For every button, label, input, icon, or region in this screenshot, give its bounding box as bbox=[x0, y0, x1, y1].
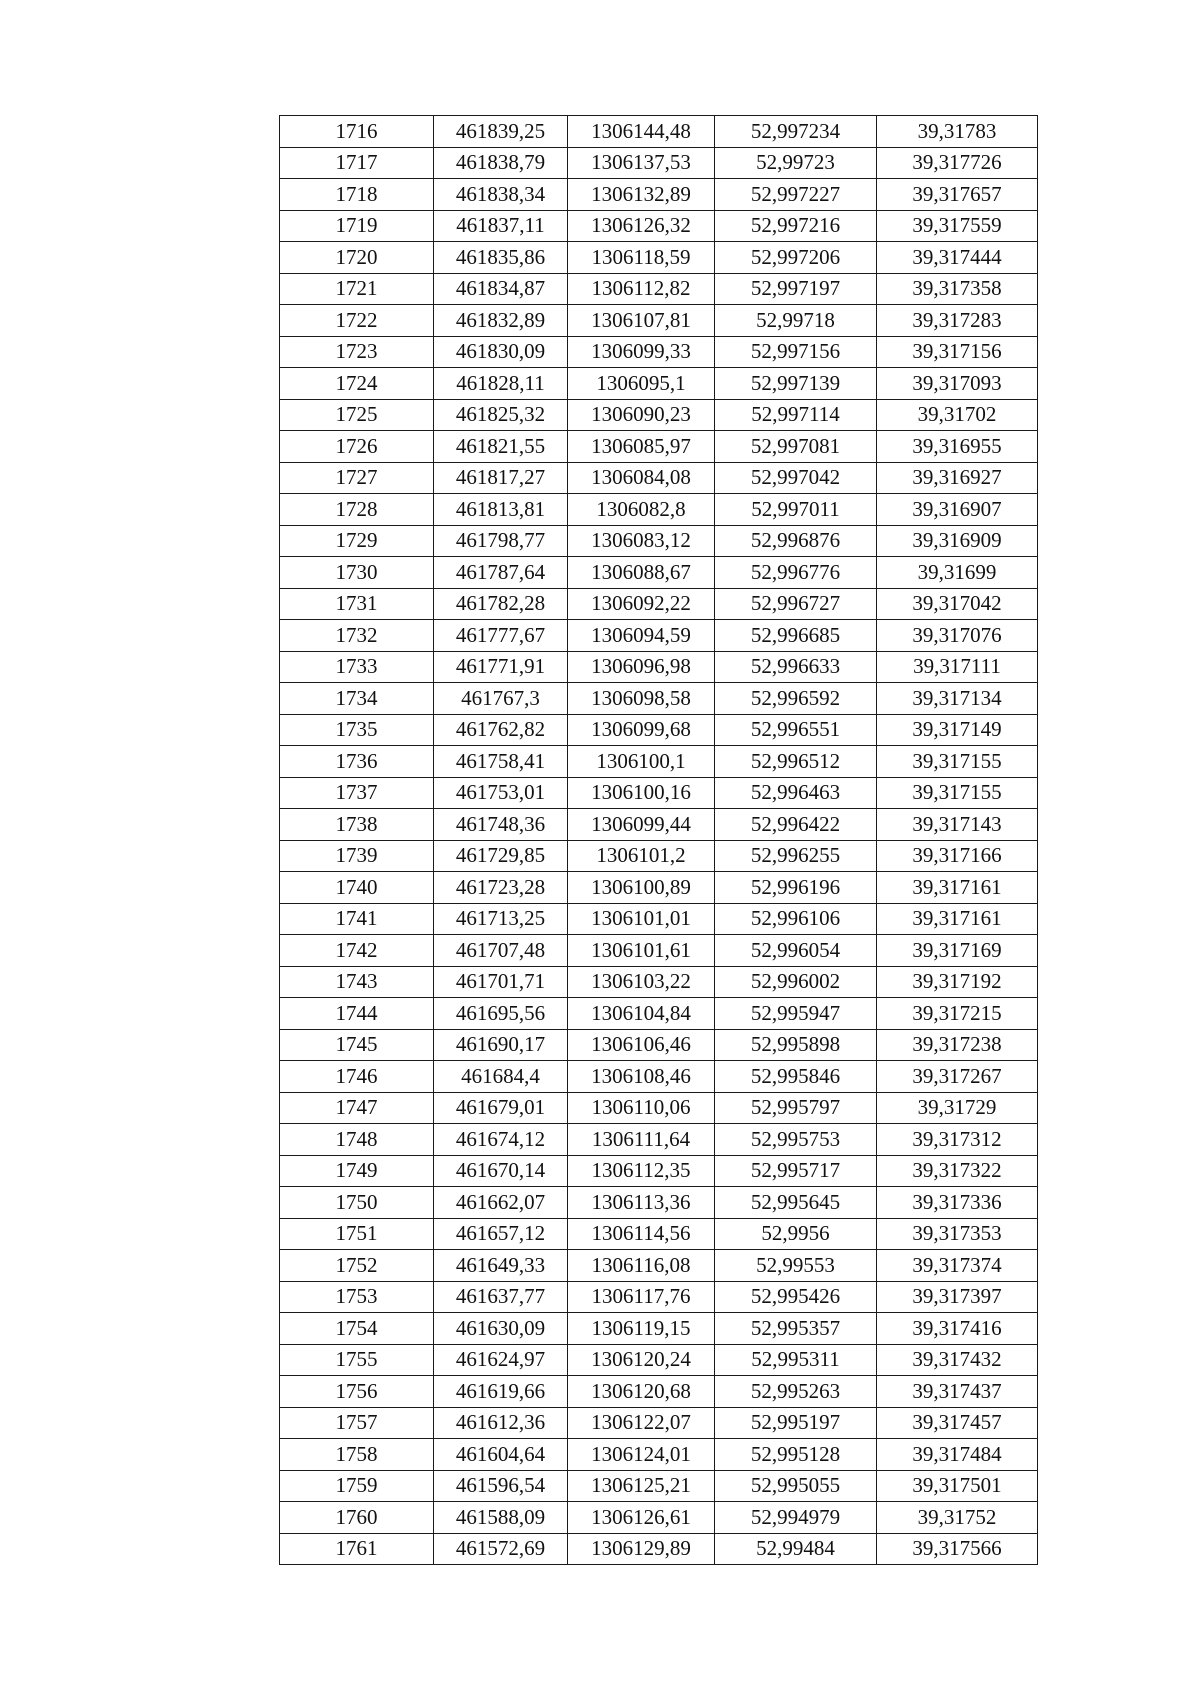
longitude-cell: 39,31729 bbox=[877, 1092, 1038, 1124]
table-row bbox=[280, 494, 1038, 526]
longitude-cell: 39,317192 bbox=[877, 966, 1038, 998]
table-row bbox=[280, 1124, 1038, 1156]
longitude-cell: 39,317042 bbox=[877, 588, 1038, 620]
longitude-cell: 39,317169 bbox=[877, 935, 1038, 967]
x-coordinate-cell: 461624,97 bbox=[434, 1344, 568, 1376]
longitude-cell: 39,317161 bbox=[877, 872, 1038, 904]
table-row bbox=[280, 1376, 1038, 1408]
table-row bbox=[280, 399, 1038, 431]
point-number-cell: 1719 bbox=[280, 210, 434, 242]
y-coordinate-cell: 1306092,22 bbox=[568, 588, 715, 620]
y-coordinate-cell: 1306108,46 bbox=[568, 1061, 715, 1093]
point-number-cell: 1753 bbox=[280, 1281, 434, 1313]
point-number-cell: 1748 bbox=[280, 1124, 434, 1156]
table-row bbox=[280, 714, 1038, 746]
x-coordinate-cell: 461690,17 bbox=[434, 1029, 568, 1061]
x-coordinate-cell: 461821,55 bbox=[434, 431, 568, 463]
table-row bbox=[280, 1439, 1038, 1471]
x-coordinate-cell: 461723,28 bbox=[434, 872, 568, 904]
longitude-cell: 39,317215 bbox=[877, 998, 1038, 1030]
latitude-cell: 52,996876 bbox=[715, 525, 877, 557]
latitude-cell: 52,996106 bbox=[715, 903, 877, 935]
x-coordinate-cell: 461684,4 bbox=[434, 1061, 568, 1093]
latitude-cell: 52,996196 bbox=[715, 872, 877, 904]
x-coordinate-cell: 461674,12 bbox=[434, 1124, 568, 1156]
longitude-cell: 39,316909 bbox=[877, 525, 1038, 557]
x-coordinate-cell: 461662,07 bbox=[434, 1187, 568, 1219]
longitude-cell: 39,316927 bbox=[877, 462, 1038, 494]
point-number-cell: 1742 bbox=[280, 935, 434, 967]
longitude-cell: 39,317374 bbox=[877, 1250, 1038, 1282]
table-row bbox=[280, 1029, 1038, 1061]
point-number-cell: 1726 bbox=[280, 431, 434, 463]
longitude-cell: 39,317322 bbox=[877, 1155, 1038, 1187]
longitude-cell: 39,316955 bbox=[877, 431, 1038, 463]
longitude-cell: 39,31752 bbox=[877, 1502, 1038, 1534]
latitude-cell: 52,995797 bbox=[715, 1092, 877, 1124]
x-coordinate-cell: 461637,77 bbox=[434, 1281, 568, 1313]
x-coordinate-cell: 461837,11 bbox=[434, 210, 568, 242]
x-coordinate-cell: 461758,41 bbox=[434, 746, 568, 778]
point-number-cell: 1736 bbox=[280, 746, 434, 778]
y-coordinate-cell: 1306082,8 bbox=[568, 494, 715, 526]
table-row bbox=[280, 1533, 1038, 1565]
point-number-cell: 1745 bbox=[280, 1029, 434, 1061]
y-coordinate-cell: 1306084,08 bbox=[568, 462, 715, 494]
latitude-cell: 52,996422 bbox=[715, 809, 877, 841]
table-row bbox=[280, 273, 1038, 305]
y-coordinate-cell: 1306083,12 bbox=[568, 525, 715, 557]
y-coordinate-cell: 1306113,36 bbox=[568, 1187, 715, 1219]
latitude-cell: 52,996054 bbox=[715, 935, 877, 967]
latitude-cell: 52,99484 bbox=[715, 1533, 877, 1565]
y-coordinate-cell: 1306110,06 bbox=[568, 1092, 715, 1124]
x-coordinate-cell: 461762,82 bbox=[434, 714, 568, 746]
latitude-cell: 52,995311 bbox=[715, 1344, 877, 1376]
table-row bbox=[280, 588, 1038, 620]
latitude-cell: 52,997042 bbox=[715, 462, 877, 494]
table-row bbox=[280, 336, 1038, 368]
latitude-cell: 52,99723 bbox=[715, 147, 877, 179]
x-coordinate-cell: 461612,36 bbox=[434, 1407, 568, 1439]
table-row bbox=[280, 903, 1038, 935]
table-row bbox=[280, 840, 1038, 872]
y-coordinate-cell: 1306125,21 bbox=[568, 1470, 715, 1502]
y-coordinate-cell: 1306095,1 bbox=[568, 368, 715, 400]
latitude-cell: 52,996512 bbox=[715, 746, 877, 778]
latitude-cell: 52,997227 bbox=[715, 179, 877, 211]
longitude-cell: 39,317093 bbox=[877, 368, 1038, 400]
y-coordinate-cell: 1306100,1 bbox=[568, 746, 715, 778]
longitude-cell: 39,317166 bbox=[877, 840, 1038, 872]
point-number-cell: 1735 bbox=[280, 714, 434, 746]
longitude-cell: 39,317657 bbox=[877, 179, 1038, 211]
latitude-cell: 52,995645 bbox=[715, 1187, 877, 1219]
table-row bbox=[280, 462, 1038, 494]
y-coordinate-cell: 1306098,58 bbox=[568, 683, 715, 715]
latitude-cell: 52,994979 bbox=[715, 1502, 877, 1534]
latitude-cell: 52,995263 bbox=[715, 1376, 877, 1408]
x-coordinate-cell: 461657,12 bbox=[434, 1218, 568, 1250]
table-row bbox=[280, 368, 1038, 400]
point-number-cell: 1720 bbox=[280, 242, 434, 274]
x-coordinate-cell: 461748,36 bbox=[434, 809, 568, 841]
point-number-cell: 1760 bbox=[280, 1502, 434, 1534]
coordinates-table-body bbox=[280, 116, 1038, 1565]
table-row bbox=[280, 1218, 1038, 1250]
table-row bbox=[280, 809, 1038, 841]
y-coordinate-cell: 1306124,01 bbox=[568, 1439, 715, 1471]
longitude-cell: 39,317076 bbox=[877, 620, 1038, 652]
table-row bbox=[280, 1250, 1038, 1282]
longitude-cell: 39,316907 bbox=[877, 494, 1038, 526]
longitude-cell: 39,31783 bbox=[877, 116, 1038, 148]
longitude-cell: 39,317444 bbox=[877, 242, 1038, 274]
y-coordinate-cell: 1306120,24 bbox=[568, 1344, 715, 1376]
y-coordinate-cell: 1306099,33 bbox=[568, 336, 715, 368]
table-row bbox=[280, 557, 1038, 589]
y-coordinate-cell: 1306085,97 bbox=[568, 431, 715, 463]
table-row bbox=[280, 1344, 1038, 1376]
point-number-cell: 1717 bbox=[280, 147, 434, 179]
point-number-cell: 1733 bbox=[280, 651, 434, 683]
x-coordinate-cell: 461619,66 bbox=[434, 1376, 568, 1408]
point-number-cell: 1761 bbox=[280, 1533, 434, 1565]
latitude-cell: 52,996776 bbox=[715, 557, 877, 589]
point-number-cell: 1756 bbox=[280, 1376, 434, 1408]
latitude-cell: 52,997206 bbox=[715, 242, 877, 274]
y-coordinate-cell: 1306099,44 bbox=[568, 809, 715, 841]
latitude-cell: 52,996255 bbox=[715, 840, 877, 872]
y-coordinate-cell: 1306096,98 bbox=[568, 651, 715, 683]
x-coordinate-cell: 461767,3 bbox=[434, 683, 568, 715]
table-row bbox=[280, 683, 1038, 715]
latitude-cell: 52,995753 bbox=[715, 1124, 877, 1156]
longitude-cell: 39,317457 bbox=[877, 1407, 1038, 1439]
latitude-cell: 52,995128 bbox=[715, 1439, 877, 1471]
longitude-cell: 39,31702 bbox=[877, 399, 1038, 431]
longitude-cell: 39,317283 bbox=[877, 305, 1038, 337]
x-coordinate-cell: 461695,56 bbox=[434, 998, 568, 1030]
x-coordinate-cell: 461782,28 bbox=[434, 588, 568, 620]
point-number-cell: 1723 bbox=[280, 336, 434, 368]
x-coordinate-cell: 461817,27 bbox=[434, 462, 568, 494]
longitude-cell: 39,317432 bbox=[877, 1344, 1038, 1376]
point-number-cell: 1759 bbox=[280, 1470, 434, 1502]
x-coordinate-cell: 461839,25 bbox=[434, 116, 568, 148]
point-number-cell: 1725 bbox=[280, 399, 434, 431]
x-coordinate-cell: 461798,77 bbox=[434, 525, 568, 557]
latitude-cell: 52,995898 bbox=[715, 1029, 877, 1061]
latitude-cell: 52,995846 bbox=[715, 1061, 877, 1093]
point-number-cell: 1741 bbox=[280, 903, 434, 935]
point-number-cell: 1758 bbox=[280, 1439, 434, 1471]
y-coordinate-cell: 1306101,61 bbox=[568, 935, 715, 967]
latitude-cell: 52,996551 bbox=[715, 714, 877, 746]
y-coordinate-cell: 1306119,15 bbox=[568, 1313, 715, 1345]
y-coordinate-cell: 1306129,89 bbox=[568, 1533, 715, 1565]
x-coordinate-cell: 461596,54 bbox=[434, 1470, 568, 1502]
x-coordinate-cell: 461787,64 bbox=[434, 557, 568, 589]
longitude-cell: 39,317149 bbox=[877, 714, 1038, 746]
y-coordinate-cell: 1306112,82 bbox=[568, 273, 715, 305]
table-row bbox=[280, 431, 1038, 463]
latitude-cell: 52,996592 bbox=[715, 683, 877, 715]
longitude-cell: 39,317336 bbox=[877, 1187, 1038, 1219]
table-row bbox=[280, 1407, 1038, 1439]
point-number-cell: 1727 bbox=[280, 462, 434, 494]
x-coordinate-cell: 461828,11 bbox=[434, 368, 568, 400]
longitude-cell: 39,317155 bbox=[877, 777, 1038, 809]
longitude-cell: 39,317143 bbox=[877, 809, 1038, 841]
x-coordinate-cell: 461771,91 bbox=[434, 651, 568, 683]
point-number-cell: 1728 bbox=[280, 494, 434, 526]
x-coordinate-cell: 461835,86 bbox=[434, 242, 568, 274]
y-coordinate-cell: 1306088,67 bbox=[568, 557, 715, 589]
latitude-cell: 52,995055 bbox=[715, 1470, 877, 1502]
latitude-cell: 52,997156 bbox=[715, 336, 877, 368]
point-number-cell: 1755 bbox=[280, 1344, 434, 1376]
y-coordinate-cell: 1306103,22 bbox=[568, 966, 715, 998]
point-number-cell: 1722 bbox=[280, 305, 434, 337]
latitude-cell: 52,997114 bbox=[715, 399, 877, 431]
table-row bbox=[280, 179, 1038, 211]
x-coordinate-cell: 461713,25 bbox=[434, 903, 568, 935]
point-number-cell: 1724 bbox=[280, 368, 434, 400]
x-coordinate-cell: 461838,34 bbox=[434, 179, 568, 211]
point-number-cell: 1749 bbox=[280, 1155, 434, 1187]
y-coordinate-cell: 1306118,59 bbox=[568, 242, 715, 274]
latitude-cell: 52,997139 bbox=[715, 368, 877, 400]
longitude-cell: 39,317437 bbox=[877, 1376, 1038, 1408]
y-coordinate-cell: 1306100,89 bbox=[568, 872, 715, 904]
y-coordinate-cell: 1306117,76 bbox=[568, 1281, 715, 1313]
latitude-cell: 52,995717 bbox=[715, 1155, 877, 1187]
x-coordinate-cell: 461604,64 bbox=[434, 1439, 568, 1471]
x-coordinate-cell: 461832,89 bbox=[434, 305, 568, 337]
y-coordinate-cell: 1306126,32 bbox=[568, 210, 715, 242]
table-row bbox=[280, 1155, 1038, 1187]
table-row bbox=[280, 651, 1038, 683]
point-number-cell: 1750 bbox=[280, 1187, 434, 1219]
x-coordinate-cell: 461834,87 bbox=[434, 273, 568, 305]
longitude-cell: 39,317238 bbox=[877, 1029, 1038, 1061]
longitude-cell: 39,317111 bbox=[877, 651, 1038, 683]
x-coordinate-cell: 461813,81 bbox=[434, 494, 568, 526]
y-coordinate-cell: 1306114,56 bbox=[568, 1218, 715, 1250]
y-coordinate-cell: 1306101,01 bbox=[568, 903, 715, 935]
x-coordinate-cell: 461649,33 bbox=[434, 1250, 568, 1282]
y-coordinate-cell: 1306094,59 bbox=[568, 620, 715, 652]
latitude-cell: 52,995426 bbox=[715, 1281, 877, 1313]
x-coordinate-cell: 461777,67 bbox=[434, 620, 568, 652]
point-number-cell: 1721 bbox=[280, 273, 434, 305]
x-coordinate-cell: 461753,01 bbox=[434, 777, 568, 809]
table-row bbox=[280, 966, 1038, 998]
table-row bbox=[280, 998, 1038, 1030]
point-number-cell: 1718 bbox=[280, 179, 434, 211]
point-number-cell: 1739 bbox=[280, 840, 434, 872]
y-coordinate-cell: 1306137,53 bbox=[568, 147, 715, 179]
x-coordinate-cell: 461588,09 bbox=[434, 1502, 568, 1534]
point-number-cell: 1737 bbox=[280, 777, 434, 809]
y-coordinate-cell: 1306122,07 bbox=[568, 1407, 715, 1439]
table-row bbox=[280, 935, 1038, 967]
y-coordinate-cell: 1306101,2 bbox=[568, 840, 715, 872]
point-number-cell: 1716 bbox=[280, 116, 434, 148]
point-number-cell: 1740 bbox=[280, 872, 434, 904]
longitude-cell: 39,317155 bbox=[877, 746, 1038, 778]
latitude-cell: 52,996633 bbox=[715, 651, 877, 683]
latitude-cell: 52,997011 bbox=[715, 494, 877, 526]
longitude-cell: 39,317501 bbox=[877, 1470, 1038, 1502]
longitude-cell: 39,317156 bbox=[877, 336, 1038, 368]
y-coordinate-cell: 1306120,68 bbox=[568, 1376, 715, 1408]
table-row bbox=[280, 1281, 1038, 1313]
latitude-cell: 52,995947 bbox=[715, 998, 877, 1030]
longitude-cell: 39,317726 bbox=[877, 147, 1038, 179]
x-coordinate-cell: 461572,69 bbox=[434, 1533, 568, 1565]
y-coordinate-cell: 1306104,84 bbox=[568, 998, 715, 1030]
table-row bbox=[280, 1061, 1038, 1093]
latitude-cell: 52,99718 bbox=[715, 305, 877, 337]
y-coordinate-cell: 1306132,89 bbox=[568, 179, 715, 211]
table-row bbox=[280, 777, 1038, 809]
point-number-cell: 1754 bbox=[280, 1313, 434, 1345]
table-row bbox=[280, 1313, 1038, 1345]
x-coordinate-cell: 461830,09 bbox=[434, 336, 568, 368]
point-number-cell: 1731 bbox=[280, 588, 434, 620]
table-row bbox=[280, 242, 1038, 274]
longitude-cell: 39,317484 bbox=[877, 1439, 1038, 1471]
y-coordinate-cell: 1306144,48 bbox=[568, 116, 715, 148]
longitude-cell: 39,317353 bbox=[877, 1218, 1038, 1250]
point-number-cell: 1744 bbox=[280, 998, 434, 1030]
table-row bbox=[280, 620, 1038, 652]
y-coordinate-cell: 1306116,08 bbox=[568, 1250, 715, 1282]
point-number-cell: 1757 bbox=[280, 1407, 434, 1439]
longitude-cell: 39,317358 bbox=[877, 273, 1038, 305]
latitude-cell: 52,996002 bbox=[715, 966, 877, 998]
table-row bbox=[280, 1470, 1038, 1502]
table-row bbox=[280, 1092, 1038, 1124]
latitude-cell: 52,997197 bbox=[715, 273, 877, 305]
point-number-cell: 1738 bbox=[280, 809, 434, 841]
x-coordinate-cell: 461701,71 bbox=[434, 966, 568, 998]
table-row bbox=[280, 147, 1038, 179]
table-row bbox=[280, 525, 1038, 557]
latitude-cell: 52,99553 bbox=[715, 1250, 877, 1282]
table-row bbox=[280, 116, 1038, 148]
latitude-cell: 52,996463 bbox=[715, 777, 877, 809]
x-coordinate-cell: 461630,09 bbox=[434, 1313, 568, 1345]
latitude-cell: 52,995197 bbox=[715, 1407, 877, 1439]
y-coordinate-cell: 1306111,64 bbox=[568, 1124, 715, 1156]
x-coordinate-cell: 461670,14 bbox=[434, 1155, 568, 1187]
latitude-cell: 52,9956 bbox=[715, 1218, 877, 1250]
point-number-cell: 1746 bbox=[280, 1061, 434, 1093]
longitude-cell: 39,31699 bbox=[877, 557, 1038, 589]
point-number-cell: 1747 bbox=[280, 1092, 434, 1124]
x-coordinate-cell: 461825,32 bbox=[434, 399, 568, 431]
x-coordinate-cell: 461707,48 bbox=[434, 935, 568, 967]
x-coordinate-cell: 461838,79 bbox=[434, 147, 568, 179]
point-number-cell: 1743 bbox=[280, 966, 434, 998]
x-coordinate-cell: 461679,01 bbox=[434, 1092, 568, 1124]
latitude-cell: 52,997081 bbox=[715, 431, 877, 463]
latitude-cell: 52,997216 bbox=[715, 210, 877, 242]
y-coordinate-cell: 1306106,46 bbox=[568, 1029, 715, 1061]
y-coordinate-cell: 1306112,35 bbox=[568, 1155, 715, 1187]
longitude-cell: 39,317559 bbox=[877, 210, 1038, 242]
table-row bbox=[280, 1187, 1038, 1219]
latitude-cell: 52,996685 bbox=[715, 620, 877, 652]
point-number-cell: 1730 bbox=[280, 557, 434, 589]
coordinates-table bbox=[279, 115, 1038, 1565]
y-coordinate-cell: 1306099,68 bbox=[568, 714, 715, 746]
longitude-cell: 39,317161 bbox=[877, 903, 1038, 935]
longitude-cell: 39,317397 bbox=[877, 1281, 1038, 1313]
latitude-cell: 52,996727 bbox=[715, 588, 877, 620]
table-row bbox=[280, 210, 1038, 242]
table-row bbox=[280, 305, 1038, 337]
y-coordinate-cell: 1306100,16 bbox=[568, 777, 715, 809]
longitude-cell: 39,317416 bbox=[877, 1313, 1038, 1345]
latitude-cell: 52,995357 bbox=[715, 1313, 877, 1345]
y-coordinate-cell: 1306126,61 bbox=[568, 1502, 715, 1534]
longitude-cell: 39,317312 bbox=[877, 1124, 1038, 1156]
table-row bbox=[280, 746, 1038, 778]
point-number-cell: 1732 bbox=[280, 620, 434, 652]
point-number-cell: 1734 bbox=[280, 683, 434, 715]
latitude-cell: 52,997234 bbox=[715, 116, 877, 148]
table-row bbox=[280, 1502, 1038, 1534]
longitude-cell: 39,317267 bbox=[877, 1061, 1038, 1093]
point-number-cell: 1752 bbox=[280, 1250, 434, 1282]
table-row bbox=[280, 872, 1038, 904]
point-number-cell: 1729 bbox=[280, 525, 434, 557]
longitude-cell: 39,317566 bbox=[877, 1533, 1038, 1565]
longitude-cell: 39,317134 bbox=[877, 683, 1038, 715]
y-coordinate-cell: 1306090,23 bbox=[568, 399, 715, 431]
y-coordinate-cell: 1306107,81 bbox=[568, 305, 715, 337]
point-number-cell: 1751 bbox=[280, 1218, 434, 1250]
x-coordinate-cell: 461729,85 bbox=[434, 840, 568, 872]
